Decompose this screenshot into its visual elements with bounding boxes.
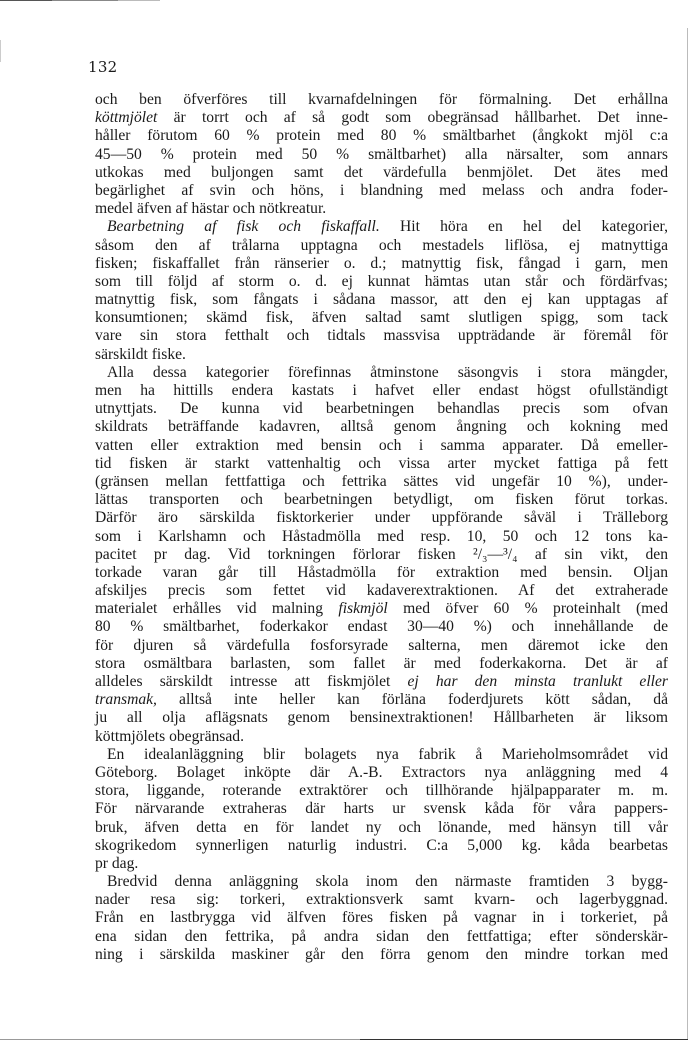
text-run: ena sidan den fettrika, på andra sidan den fettfattiga; efter sönderskär- xyxy=(95,927,668,945)
italic-text: fiskmjöl xyxy=(338,600,388,618)
text-run: Därför äro särskilda fisktorkerier under uppförande såväl i Trälleborg xyxy=(95,509,668,527)
paragraph xyxy=(95,364,668,746)
text-line xyxy=(95,746,668,764)
page-number: 132 xyxy=(88,58,118,76)
scan-edge-left xyxy=(0,40,1,62)
text-run: tid fisken är starkt vattenhaltig och vissa arter mycket fattiga på fett xyxy=(95,454,668,472)
scan-edge-top-light xyxy=(118,0,160,1)
text-line xyxy=(95,655,668,673)
text-line xyxy=(95,618,668,636)
text-line xyxy=(95,346,668,364)
text-run: utnyttjats. De kunna vid bearbetningen behandlas precis som ofvan xyxy=(95,400,668,418)
text-line xyxy=(95,637,668,655)
text-run: medel äfven af hästar och nötkreatur. xyxy=(95,200,327,218)
text-line xyxy=(95,473,668,491)
text-line xyxy=(95,764,668,782)
text-line xyxy=(95,382,668,400)
text-line xyxy=(95,873,668,891)
text-run: nader resa sig: torkeri, extraktionsverk samt kvarn- och lagerbyggnad. xyxy=(95,891,668,909)
text-run: Göteborg. Bolaget inköpte där A.-B. Extractors nya anläggning med 4 xyxy=(95,763,668,781)
text-run: lättas transporten och bearbetningen betydligt, om fisken förut torkas. xyxy=(95,491,668,509)
text-run: med öfver 60 % proteinhalt (med xyxy=(387,600,668,618)
text-line xyxy=(95,928,668,946)
text-line xyxy=(95,855,668,873)
text-run: stora, liggande, roterande extraktörer och tillhörande hjälpapparater m. m. xyxy=(95,782,668,800)
text-line xyxy=(95,255,668,273)
text-line xyxy=(95,327,668,345)
text-run: stora osmältbara barlasten, som fallet är med foderkakorna. Det är af xyxy=(95,654,668,672)
text-line xyxy=(95,364,668,382)
italic-text: ej har den minsta tranlukt eller xyxy=(407,673,669,690)
text-run: vare sin stora fetthalt och tidtals massvisa uppträdande är föremål för xyxy=(95,327,668,345)
text-line xyxy=(95,218,668,236)
text-run: pr dag. xyxy=(95,854,139,872)
text-line xyxy=(95,455,668,473)
text-line xyxy=(95,200,668,218)
body-text xyxy=(95,91,668,964)
text-line xyxy=(95,146,668,164)
text-line xyxy=(95,673,668,691)
text-line xyxy=(95,728,668,746)
text-run: köttmjölets obegränsad. xyxy=(95,727,244,745)
text-run: matnyttig fisk, som fångats i sådana massor, att den ej kan upptagas af xyxy=(95,291,668,309)
text-line xyxy=(95,600,668,618)
text-line xyxy=(95,182,668,200)
text-run: Hit höra en hel del kategorier, xyxy=(379,218,668,236)
text-line xyxy=(95,91,668,109)
text-line xyxy=(95,782,668,800)
text-line xyxy=(95,819,668,837)
text-run: 80 % smältbarhet, foderkakor endast 30—40 %) och innehållande de xyxy=(95,618,668,636)
text-line xyxy=(95,400,668,418)
text-run: Bredvid denna anläggning skola inom den närmaste framtiden 3 bygg- xyxy=(107,873,668,891)
text-line xyxy=(95,509,668,527)
text-run: 45—50 % protein med 50 % smältbarhet) alla närsalter, som annars xyxy=(95,145,668,163)
paragraph xyxy=(95,218,668,364)
text-line xyxy=(95,437,668,455)
text-run: skildrats beträffande kadavren, alltså genom ångning och kokning med xyxy=(95,418,668,436)
text-run: för djuren så värdefulla fosforsyrade salterna, men däremot icke den xyxy=(95,636,668,654)
text-run: som till följd af storm o. d. ej kunnat hämtas utan står och fördärfvas; xyxy=(95,272,668,290)
text-line xyxy=(95,273,668,291)
text-run: torkade varan går till Håstadmölla för extraktion med bensin. Oljan xyxy=(95,563,668,581)
text-run: En idealanläggning blir bolagets nya fabrik å Marieholmsområdet vid xyxy=(107,745,668,763)
text-line xyxy=(95,309,668,327)
text-run: ju all olja aflägsnats genom bensinextraktionen! Hållbarheten är liksom xyxy=(95,709,668,727)
text-line xyxy=(95,909,668,927)
italic-text: Bearbetning af fisk och fiskaffall. xyxy=(107,218,380,236)
text-run: Alla dessa kategorier förefinnas åtminstone säsongvis i stora mängder, xyxy=(107,363,668,381)
text-line xyxy=(95,891,668,909)
text-run: begärlighet af svin och höns, i blandning med melass och andra foder- xyxy=(95,181,668,199)
text-line xyxy=(95,709,668,727)
paragraph xyxy=(95,746,668,873)
text-line xyxy=(95,127,668,145)
text-run: alldeles särskildt intresse att fiskmjölet xyxy=(95,673,408,690)
text-line xyxy=(95,418,668,436)
paragraph xyxy=(95,873,668,964)
text-run: pacitet pr dag. Vid torkningen förlorar fisken ²/₃—³/₄ af sin vikt, den xyxy=(95,545,668,563)
text-run: bruk, äfven detta en för landet ny och lönande, med hänsyn till vår xyxy=(95,818,668,836)
text-line xyxy=(95,582,668,600)
text-run: som i Karlshamn och Håstadmölla med resp. 10, 50 och 12 tons ka- xyxy=(95,527,668,545)
text-line xyxy=(95,800,668,818)
text-run: särskildt fiske. xyxy=(95,345,186,363)
text-run: fisken; fiskaffallet från ränserier o. d.; matnyttig fisk, fångad i garn, men xyxy=(95,254,668,272)
paragraph xyxy=(95,91,668,218)
text-line xyxy=(95,946,668,964)
text-line xyxy=(95,564,668,582)
text-run: Från en lastbrygga vid älfven föres fisken på vagnar in i torkeriet, på xyxy=(95,909,668,927)
text-line xyxy=(95,237,668,255)
italic-text: köttmjölet xyxy=(95,109,158,127)
text-run: För närvarande extraheras där harts ur svensk kåda för våra pappers- xyxy=(95,800,668,818)
text-run: såsom den af trålarna upptagna och mestadels liflösa, ej matnyttiga xyxy=(95,236,668,254)
text-line xyxy=(95,164,668,182)
text-run: (gränsen mellan fettfattiga och fettrika sättes vid ungefär 10 %), under- xyxy=(95,472,668,490)
italic-text: transmak, xyxy=(95,691,157,709)
text-run: och ben öfverföres till kvarnafdelningen för förmalning. Det erhållna xyxy=(95,91,668,108)
text-line xyxy=(95,528,668,546)
text-run: håller förutom 60 % protein med 80 % smältbarhet (ångkokt mjöl c:a xyxy=(95,127,668,145)
text-run: men ha hittills endera kastats i hafvet eller endast högst ofullständigt xyxy=(95,382,668,399)
text-line xyxy=(95,491,668,509)
text-line xyxy=(95,546,668,564)
text-line xyxy=(95,109,668,127)
text-run: utkokas med buljongen samt det värdefulla benmjölet. Det ätes med xyxy=(95,163,668,181)
text-run: alltså inte heller kan förläna foderdjurets kött sådan, då xyxy=(156,691,668,709)
text-run: materialet erhålles vid malning xyxy=(95,600,339,618)
text-line xyxy=(95,691,668,709)
text-run: ning i särskilda maskiner går den förra genom den mindre torkan med xyxy=(95,945,668,963)
text-run: konsumtionen; skämd fisk, äfven saltad samt slutligen spigg, som tack xyxy=(95,309,668,327)
text-run: vatten eller extraktion med bensin och i samma apparater. Då emeller- xyxy=(95,436,668,454)
text-line xyxy=(95,837,668,855)
text-run: är torrt och af så godt som obegränsad hållbarhet. Det inne- xyxy=(157,109,668,127)
text-run: skogrikedom synnerligen naturlig industri. C:a 5,000 kg. kåda bearbetas xyxy=(95,836,668,854)
text-run: afskiljes precis som fettet vid kadaverextraktionen. Af det extraherade xyxy=(95,582,668,600)
text-line xyxy=(95,291,668,309)
